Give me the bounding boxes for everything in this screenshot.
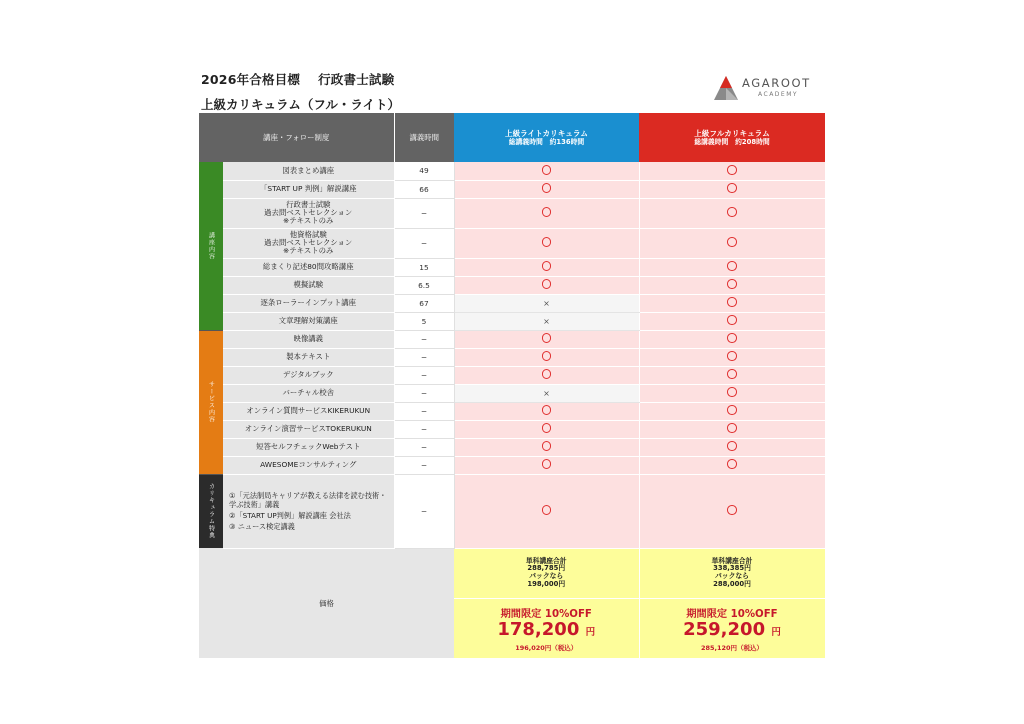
full-availability <box>639 228 825 258</box>
light-tax-included: 196,020円（税込） <box>515 643 578 652</box>
bonus-item: ③ ニュース検定講義 <box>229 522 295 531</box>
full-pack-label: パックなら <box>715 572 749 580</box>
check-circle-icon <box>542 165 552 175</box>
table-row <box>199 366 825 384</box>
check-circle-icon <box>542 261 552 271</box>
course-hours: − <box>394 366 454 384</box>
check-circle-icon <box>542 505 552 515</box>
light-availability <box>454 474 639 548</box>
course-hours: − <box>394 456 454 474</box>
check-circle-icon <box>542 423 552 433</box>
check-circle-icon <box>727 237 737 247</box>
course-name: 図表まとめ講座 <box>223 162 394 180</box>
course-name: 製本テキスト <box>223 348 394 366</box>
check-circle-icon <box>727 333 737 343</box>
course-hours: − <box>394 348 454 366</box>
bonus-item: ①「元法制局キャリアが教える法律を読む技術・学ぶ技術」講義 <box>229 491 387 509</box>
course-hours: − <box>394 198 454 228</box>
check-circle-icon <box>542 207 552 217</box>
full-availability <box>639 474 825 548</box>
light-sum-title: 単科講座合計 <box>525 556 567 565</box>
full-sum-title: 単科講座合計 <box>711 556 753 565</box>
course-name: 他資格試験 過去問ベストセレクション ※テキストのみ <box>223 228 394 258</box>
check-circle-icon <box>542 351 552 361</box>
full-sum-value: 338,385円 <box>713 564 751 573</box>
check-circle-icon <box>727 505 737 515</box>
course-hours: − <box>394 330 454 348</box>
course-name: オンライン演習サービスTOKERUKUN <box>223 420 394 438</box>
light-total-hours: 総講義時間 約136時間 <box>508 137 585 146</box>
full-availability <box>639 276 825 294</box>
full-availability <box>639 162 825 180</box>
check-circle-icon <box>542 333 552 343</box>
full-availability <box>639 294 825 312</box>
check-circle-icon <box>727 405 737 415</box>
course-name: 短答セルフチェックWebテスト <box>223 438 394 456</box>
table-row <box>199 348 825 366</box>
check-circle-icon <box>542 183 552 193</box>
cross-mark: × <box>543 316 550 326</box>
category-bonus: カリキュラム特典 <box>199 474 223 548</box>
light-price-summary <box>454 548 639 598</box>
course-name: 「START UP 判例」解説講座 <box>223 180 394 198</box>
check-circle-icon <box>727 207 737 217</box>
bonus-row <box>199 474 825 548</box>
page-title <box>201 70 394 88</box>
course-hours: 15 <box>394 258 454 276</box>
full-yen-unit: 円 <box>771 626 781 638</box>
check-circle-icon <box>727 441 737 451</box>
full-availability <box>639 420 825 438</box>
table-row <box>199 420 825 438</box>
check-circle-icon <box>727 165 737 175</box>
full-limited-title: 期間限定 10%OFF <box>686 608 778 620</box>
bonus-item: ②「START UP判例」解説講座 会社法 <box>229 511 351 520</box>
check-circle-icon <box>727 369 737 379</box>
course-hours: − <box>394 384 454 402</box>
check-circle-icon <box>727 351 737 361</box>
course-hours: − <box>394 438 454 456</box>
full-tax-included: 285,120円（税込） <box>700 643 764 652</box>
check-circle-icon <box>727 459 737 469</box>
course-hours: − <box>394 228 454 258</box>
table-row <box>199 228 825 258</box>
full-availability <box>639 198 825 228</box>
full-sale-price <box>640 620 825 643</box>
light-sale-price-value: 178,200 <box>497 618 580 640</box>
price-summary-row <box>199 548 825 598</box>
course-name: 逐条ローラーインプット講座 <box>223 294 394 312</box>
course-name: 模擬試験 <box>223 276 394 294</box>
light-sum-value: 288,785円 <box>527 564 566 573</box>
course-hours: 5 <box>394 312 454 330</box>
exam-name: 行政書士試験 <box>318 72 395 87</box>
full-availability <box>639 456 825 474</box>
light-availability <box>454 330 639 348</box>
header-hours: 講義時間 <box>394 113 454 162</box>
light-availability <box>454 294 639 312</box>
course-hours: 67 <box>394 294 454 312</box>
check-circle-icon <box>727 387 737 397</box>
light-availability <box>454 384 639 402</box>
table-row <box>199 312 825 330</box>
light-availability <box>454 180 639 198</box>
cross-mark: × <box>543 388 550 398</box>
table-row <box>199 258 825 276</box>
full-availability <box>639 180 825 198</box>
table-row <box>199 438 825 456</box>
table-row <box>199 198 825 228</box>
full-availability <box>639 366 825 384</box>
light-availability <box>454 348 639 366</box>
table-row <box>199 162 825 180</box>
light-pack-label: パックなら <box>529 572 564 580</box>
logo-wordmark: AGAROOT <box>742 76 811 90</box>
full-limited-offer <box>639 598 825 658</box>
table-row <box>199 456 825 474</box>
full-availability <box>639 402 825 420</box>
full-sale-price-value: 259,200 <box>683 618 766 640</box>
full-availability <box>639 438 825 456</box>
course-name: 文章理解対策講座 <box>223 312 394 330</box>
check-circle-icon <box>727 261 737 271</box>
course-name: AWESOMEコンサルティング <box>223 456 394 474</box>
full-pack-value: 288,000円 <box>713 579 751 588</box>
full-availability <box>639 258 825 276</box>
check-circle-icon <box>542 369 552 379</box>
check-circle-icon <box>727 183 737 193</box>
check-circle-icon <box>727 279 737 289</box>
course-name: オンライン質問サービスKIKERUKUN <box>223 402 394 420</box>
light-availability <box>454 162 639 180</box>
course-hours: 66 <box>394 180 454 198</box>
light-availability <box>454 258 639 276</box>
light-availability <box>454 228 639 258</box>
light-sale-price <box>454 620 639 643</box>
logo-triangle-icon <box>712 74 740 102</box>
check-circle-icon <box>727 297 737 307</box>
logo-subtext: ACADEMY <box>758 91 799 98</box>
page-subtitle: 上級カリキュラム（フル・ライト） <box>201 97 401 112</box>
light-availability <box>454 456 639 474</box>
full-title: 上級フルカリキュラム <box>694 128 770 138</box>
table-row <box>199 276 825 294</box>
light-limited-offer <box>454 598 639 658</box>
agaroot-logo <box>712 74 822 104</box>
exam-year-target: 2026年合格目標 <box>201 72 301 87</box>
check-circle-icon <box>542 441 552 451</box>
light-yen-unit: 円 <box>585 626 596 638</box>
light-availability <box>454 402 639 420</box>
bonus-list <box>223 474 394 548</box>
light-availability <box>454 312 639 330</box>
course-name: バーチャル校舎 <box>223 384 394 402</box>
check-circle-icon <box>542 279 552 289</box>
full-price-summary <box>639 548 825 598</box>
light-availability <box>454 420 639 438</box>
course-hours: 6.5 <box>394 276 454 294</box>
table-row <box>199 294 825 312</box>
full-availability <box>639 348 825 366</box>
check-circle-icon <box>727 423 737 433</box>
light-availability <box>454 438 639 456</box>
light-availability <box>454 366 639 384</box>
header-system: 講座・フォロー制度 <box>199 113 394 162</box>
full-availability <box>639 312 825 330</box>
course-hours: 49 <box>394 162 454 180</box>
header-full-curriculum <box>639 113 825 162</box>
category-service: サービス内容 <box>199 330 223 474</box>
course-name: 総まくり記述80問攻略講座 <box>223 258 394 276</box>
table-row <box>199 384 825 402</box>
course-name: 行政書士試験 過去問ベストセレクション ※テキストのみ <box>223 198 394 228</box>
light-availability <box>454 276 639 294</box>
check-circle-icon <box>727 315 737 325</box>
price-label: 価格 <box>199 548 454 658</box>
curriculum-comparison-table <box>199 113 826 658</box>
check-circle-icon <box>542 459 552 469</box>
category-course: 講座内容 <box>199 162 223 330</box>
table-row <box>199 180 825 198</box>
course-name: デジタルブック <box>223 366 394 384</box>
light-pack-value: 198,000円 <box>527 579 566 588</box>
header-light-curriculum <box>454 113 639 162</box>
light-availability <box>454 198 639 228</box>
cross-mark: × <box>543 298 550 308</box>
light-limited-title: 期間限定 10%OFF <box>500 608 592 620</box>
full-availability <box>639 384 825 402</box>
light-title: 上級ライトカリキュラム <box>505 128 588 138</box>
table-header-row <box>199 113 825 162</box>
full-total-hours: 総講義時間 約208時間 <box>694 137 770 146</box>
check-circle-icon <box>542 237 552 247</box>
table-row <box>199 402 825 420</box>
check-circle-icon <box>542 405 552 415</box>
course-hours: − <box>394 420 454 438</box>
course-name: 映像講義 <box>223 330 394 348</box>
table-row <box>199 330 825 348</box>
bonus-hours: − <box>394 474 454 548</box>
full-availability <box>639 330 825 348</box>
course-hours: − <box>394 402 454 420</box>
